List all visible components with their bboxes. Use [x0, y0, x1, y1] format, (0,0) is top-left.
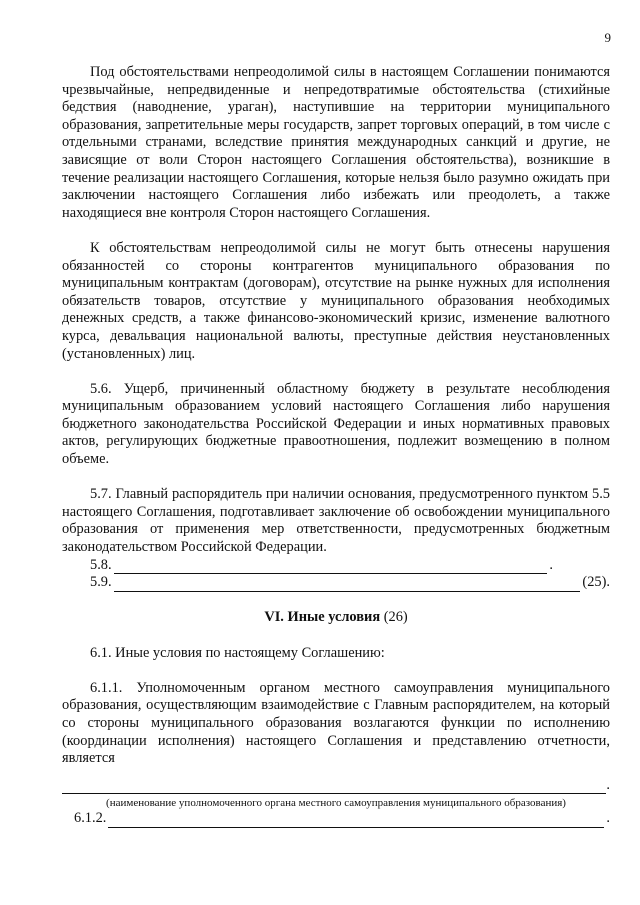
authority-name-line [62, 777, 610, 795]
item-6-1-2-label: 6.1.2. [74, 810, 107, 827]
paragraph-5-6: 5.6. Ущерб, причиненный областному бюджету в результате несоблюдения муниципальным образованием условий настоящего Соглашения либо нарушения бюджетного законодательства Российской Федерации и иных нормативных правовых актов, регулирующих бюджетные правоотношения, подлежит возмещению в полном объеме. [62, 380, 610, 468]
document-body [62, 64, 610, 828]
item-6-1-2-end: . [606, 810, 610, 827]
section-6-title: VI. Иные условия [264, 609, 381, 626]
item-6-1-2-blank [108, 815, 604, 828]
page-number: 9 [604, 30, 611, 45]
authority-name-caption: (наименование уполномоченного органа местного самоуправления муниципального образования) [106, 797, 566, 810]
item-5-8-label: 5.8. [90, 556, 112, 573]
section-6-heading [62, 609, 610, 627]
item-5-9 [62, 574, 610, 592]
authority-name-blank [62, 781, 606, 794]
item-5-9-label: 5.9. [90, 574, 112, 591]
paragraph-6-1-1: 6.1.1. Уполномоченным органом местного самоуправления муниципального образования, осуществляющим взаимодействие с Главным распорядителем, на который со стороны муниципального образования возлагаются функции по исполнению (координации исполнения) настоящего Соглашения и представлению отчетности, является [62, 679, 610, 767]
paragraph-force-majeure-exclusions: К обстоятельствам непреодолимой силы не могут быть отнесены нарушения обязанностей со стороны контрагентов муниципального образования по муниципальным контрактам (договорам), отсутствие на рынке нужных для исполнения обязательств товаров, отсутствие у муниципального образования необходимых денежных средств, а также финансово-экономический кризис, изменение валютного курса, девальвация национальной валюты, преступные действия неустановленных (установленных) лиц. [62, 239, 610, 362]
paragraph-5-7: 5.7. Главный распорядитель при наличии основания, предусмотренного пунктом 5.5 настоящего Соглашения, подготавливает заключение об освобождении муниципального образования от применения мер ответственности, предусмотренных бюджетным законодательством Российской Федерации. [62, 486, 610, 556]
item-5-8 [62, 557, 610, 575]
item-5-9-end: (25). [582, 574, 610, 591]
item-5-9-blank [114, 579, 581, 592]
item-5-8-end: . [549, 556, 553, 573]
section-6-note: (26) [380, 609, 408, 626]
item-6-1-2 [62, 810, 610, 828]
item-5-8-blank [114, 561, 548, 574]
paragraph-force-majeure-definition: Под обстоятельствами непреодолимой силы в настоящем Соглашении понимаются чрезвычайные, непредвиденные и непредотвратимые обстоятельства (стихийные бедствия (наводнение, ураган), наступившие на территории муниципального образования, запретительные меры государств, запрет торговых операций, в том числе с отдельными странами, вследствие принятия международных санкций и другие, не зависящие от воли Сторон настоящего Соглашения обстоятельства), возникшие в течение реализации настоящего Соглашения, которые нельзя было разумно ожидать при заключении настоящего Соглашения либо избежать или преодолеть, а также находящиеся вне контроля Сторон настоящего Соглашения. [62, 64, 610, 221]
authority-name-end: . [606, 776, 610, 793]
paragraph-6-1: 6.1. Иные условия по настоящему Соглашению: [90, 644, 385, 661]
